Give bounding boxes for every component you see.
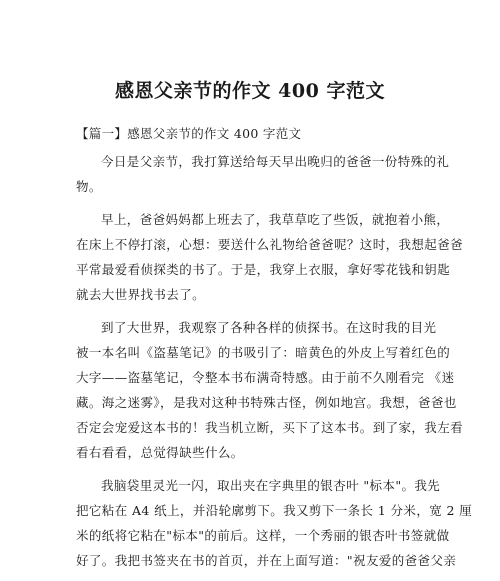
text-line: 否定会宠爱这本书的！我当机立断，买下了这本书。到了家，我左看 bbox=[76, 420, 464, 435]
text-line: 在床上不停打滚，心想：要送什么礼物给爸爸呢？这时，我想起爸爸 bbox=[76, 237, 464, 252]
text-line: 看右看看，总觉得缺些什么。 bbox=[76, 445, 244, 460]
section-heading: 【篇一】感恩父亲节的作文 400 字范文 bbox=[76, 126, 302, 141]
text-line: 把它粘在 A4 纸上，并沿轮廓剪下。我又剪下一条长 1 分米，宽 2 厘 bbox=[76, 503, 473, 518]
paragraph bbox=[76, 315, 464, 465]
text-line: 米的纸将它粘在"标本"的前后。这样，一个秀丽的银杏叶书签就做 bbox=[76, 528, 450, 543]
text-line: 大字——盗墓笔记，令整本书布满奇特感。由于前不久刚看完 《迷 bbox=[76, 370, 455, 385]
text-line: 我脑袋里灵光一闪，取出夹在字典里的银杏叶 "标本"。我先 bbox=[101, 478, 441, 493]
text-line: 平常最爱看侦探类的书了。于是，我穿上衣服，拿好零花钱和钥匙 bbox=[76, 262, 451, 277]
text-line: 到了大世界，我观察了各种各样的侦探书。在这时我的目光 bbox=[101, 320, 437, 335]
paragraph bbox=[76, 149, 450, 199]
text-line: 今日是父亲节，我打算送给每天早出晚归的爸爸一份特殊的礼 bbox=[101, 154, 450, 169]
text-line: 被一本名叫《盗墓笔记》的书吸引了：暗黄色的外皮上写着红色的 bbox=[76, 345, 451, 360]
text-line: 物。 bbox=[76, 179, 102, 194]
document-body bbox=[76, 149, 473, 581]
text-line: 早上，爸爸妈妈都上班去了，我草草吃了些饭，就抱着小熊， bbox=[101, 212, 450, 227]
paragraph bbox=[76, 473, 473, 573]
text-line: 好了。我把书签夹在书的首页，并在上面写道："祝友爱的爸爸父亲 bbox=[76, 553, 457, 568]
paragraph bbox=[76, 207, 464, 307]
text-line: 就去大世界找书去了。 bbox=[76, 287, 206, 302]
text-line: 藏。海之迷雾》，是我对这种书特殊古怪，例如地宫。我想，爸爸也 bbox=[76, 395, 457, 410]
document-title: 感恩父亲节的作文 400 字范文 bbox=[115, 80, 385, 102]
